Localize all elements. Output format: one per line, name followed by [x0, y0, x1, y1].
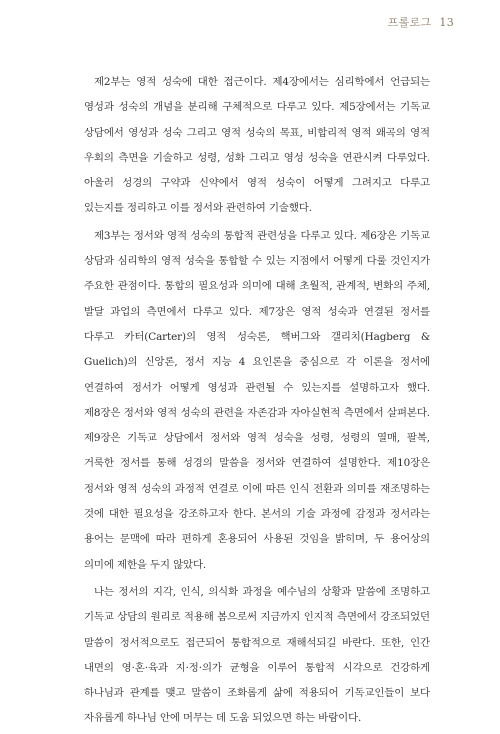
- paragraph: 제2부는 영적 성숙에 대한 접근이다. 제4장에서는 심리학에서 언급되는 영성과 성숙의 개념을 분리해 구체적으로 다루고 있다. 제5장에서는 기독교 상담에서 영성과 성숙 그리고 영적 성숙의 목표, 비합리적 영적 왜곡의 영적 우회의 측면을 기술하고 성령, 성화 그리고 영성 성숙을 연관시켜 다루었다. 아울러 성경의 구약과 신약에서 영적 성숙이 어떻게 그려지고 다루고 있는지를 정리하고 이를 정서와 관련하여 기술했다.: [84, 76, 430, 215]
- page-number: 13: [439, 16, 454, 29]
- body-text: [84, 70, 430, 734]
- paragraph: 나는 정서의 지각, 인식, 의식화 과정을 예수님의 상황과 말씀에 조명하고 기독교 상담의 원리로 적용해 봄으로써 지금까지 인지적 측면에서 강조되었던 말씀이 정서적으로도 접근되어 통합적으로 재해석되길 바란다. 또한, 인간 내면의 영·혼·육과 지·정·의가 균형을 이루어 통합적 시각으로 건강하게 하나님과 관계를 맺고 말씀이 조화롭게 삶에 적용되어 기독교인들이 보다 자유롭게 하나님 안에 머무는 데 도움 되었으면 하는 바람이다.: [84, 585, 430, 725]
- running-header: [388, 14, 454, 30]
- section-title: 프롤로그: [387, 16, 432, 29]
- paragraph: 제3부는 정서와 영적 성숙의 통합적 관련성을 다루고 있다. 제6장은 기독교 상담과 심리학의 영적 성숙을 통합할 수 있는 지점에서 어떻게 다룰 것인지가 주요한 관점이다. 통합의 필요성과 의미에 대해 초월적, 관계적, 변화의 주체, 발달 과업의 측면에서 다루고 있다. 제7장은 영적 성숙과 연결된 정서를 다루고 카터(Carter)의 영적 성숙론, 핵버그와 갤리치(Hagberg & Guelich)의 신앙론, 정서 지능 4 요인론을 중심으로 각 이론을 정서에 연결하여 정서가 어떻게 영성과 관련될 수 있는지를 설명하고자 했다. 제8장은 정서와 영적 성숙의 관련을 자존감과 자아실현적 측면에서 살펴본다. 제9장은 기독교 상담에서 정서와 영적 성숙을 성령, 성령의 열매, 팔복, 거룩한 정서를 통해 성경의 말씀을 정서와 연결하여 설명한다. 제10장은 정서와 영적 성숙의 과정적 연결로 이에 따른 인식 전환과 의미를 재조명하는 것에 대한 필요성을 강조하고자 한다. 본서의 기술 과정에 감정과 정서라는 용어는 문맥에 따라 편하게 혼용되어 사용된 것임을 밝히며, 두 용어상의 의미에 제한을 두지 않았다.: [84, 229, 430, 571]
